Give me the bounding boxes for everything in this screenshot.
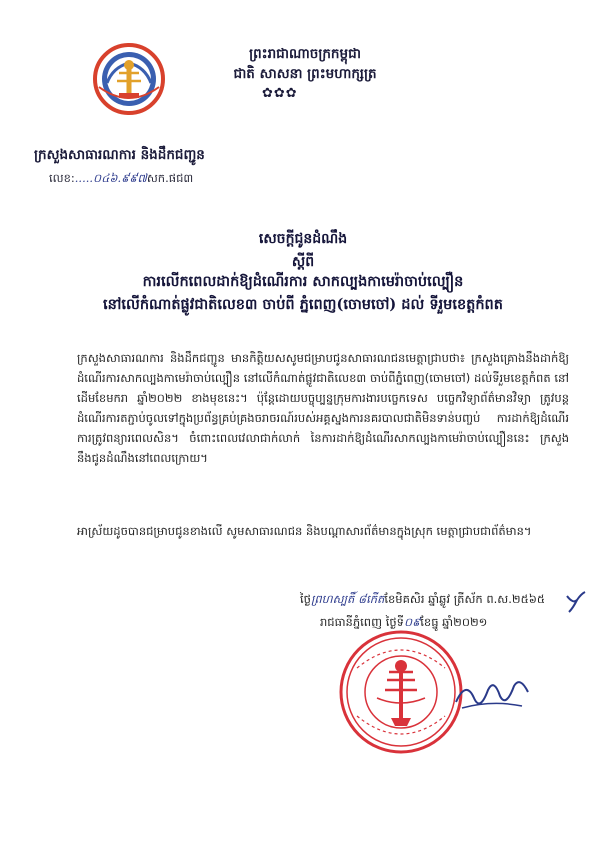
- solar-date-prefix: រាជធានីភ្នំពេញ ថ្ងៃទី: [320, 615, 404, 629]
- lunar-date-suffix: ខែមិគសិរ ឆ្នាំឆ្លូវ ត្រីស័ក ព.ស.២៥៦៥: [384, 592, 546, 606]
- reference-handwritten: .....០៤៦.៩៩៧: [74, 171, 147, 185]
- kingdom-line-1: ព្រះរាជាណាចក្រកម្ពុជា: [249, 46, 361, 62]
- ornament-divider: ✿✿✿: [262, 86, 298, 101]
- kingdom-line-2: ជាតិ សាសនា ព្រះមហាក្សត្រ: [233, 66, 377, 82]
- lunar-date: [300, 592, 545, 609]
- official-seal-icon: [337, 628, 465, 756]
- reference-suffix: សក.ផជ៣: [146, 171, 194, 185]
- ministry-emblem-icon: [93, 43, 165, 115]
- document-subject-line-1: ការលើកពេលដាក់ឱ្យដំណើរការ សាកល្បងកាមេរ៉ាចាប់ល្បឿន: [142, 273, 464, 290]
- document-subject-label: ស្តីពី: [291, 254, 315, 270]
- solar-date-handwritten: ០៩: [403, 615, 421, 629]
- signature-icon: [452, 672, 532, 718]
- ministry-name: ក្រសួងសាធារណការ និងដឹកជញ្ជូន: [34, 147, 205, 163]
- handwritten-mark-icon: [563, 590, 589, 614]
- body-paragraph-1: ក្រសួងសាធារណការ និងដឹកជញ្ជូន មានកិត្តិយសសូមជម្រាបជូនសាធារណជនមេត្តាជ្រាបថា៖ ក្រសួងគ្រោងនឹងដាក់ឱ្យដំណើរការសាកល្បងកាមេរ៉ាចាប់ល្បឿន នៅលើកំណាត់ផ្លូវជាតិលេខ៣ ចាប់ពីភ្នំពេញ(ចោមចៅ) ដល់ទីរួមខេត្តកំពត នៅដើមខែមករា ឆ្នាំ២០២២ ខាងមុខនេះ។ ប៉ុន្តែដោយបច្ចុប្បន្នក្រុមការងារបច្ចេកទេស បច្ចេកវិទ្យាព័ត៌មានវិទ្យា ត្រូវបន្តដំណើរការតភ្ជាប់ចូលទៅក្នុងប្រព័ន្ធគ្រប់គ្រងចរាចរណ៍របស់អគ្គស្នងការនគរបាលជាតិមិនទាន់បញ្ចប់ ការដាក់ឱ្យដំណើរការត្រូវពន្យារពេលសិន។ ចំពោះពេលវេលាជាក់លាក់ នៃការដាក់ឱ្យដំណើរសាកល្បងកាមេរ៉ាចាប់ល្បឿននេះ ក្រសួងនឹងជូនដំណឹងនៅពេលក្រោយ។: [77, 351, 569, 465]
- body-paragraph-2: អាស្រ័យដូចបានជម្រាបជូនខាងលើ សូមសាធារណជន និងបណ្ដាសារព័ត៌មានក្នុងស្រុក មេត្តាជ្រាបជាព័ត៌មាន។: [77, 524, 532, 538]
- lunar-date-handwritten: ព្រហស្បតិ៍ ៨កើត: [310, 592, 385, 606]
- solar-date-suffix: ខែធ្នូ ឆ្នាំ២០២១: [420, 615, 488, 629]
- reference-number: [49, 171, 193, 188]
- lunar-date-prefix: ថ្ងៃ: [300, 592, 311, 606]
- reference-prefix: លេខ:: [49, 171, 75, 185]
- document-subject-line-2: នៅលើកំណាត់ផ្លូវជាតិលេខ៣ ចាប់ពី ភ្នំពេញ(ចោមចៅ) ដល់ ទីរួមខេត្តកំពត: [103, 296, 503, 313]
- kingdom-header: [200, 44, 410, 84]
- document-title: សេចក្តីជូនដំណឹង: [258, 231, 348, 247]
